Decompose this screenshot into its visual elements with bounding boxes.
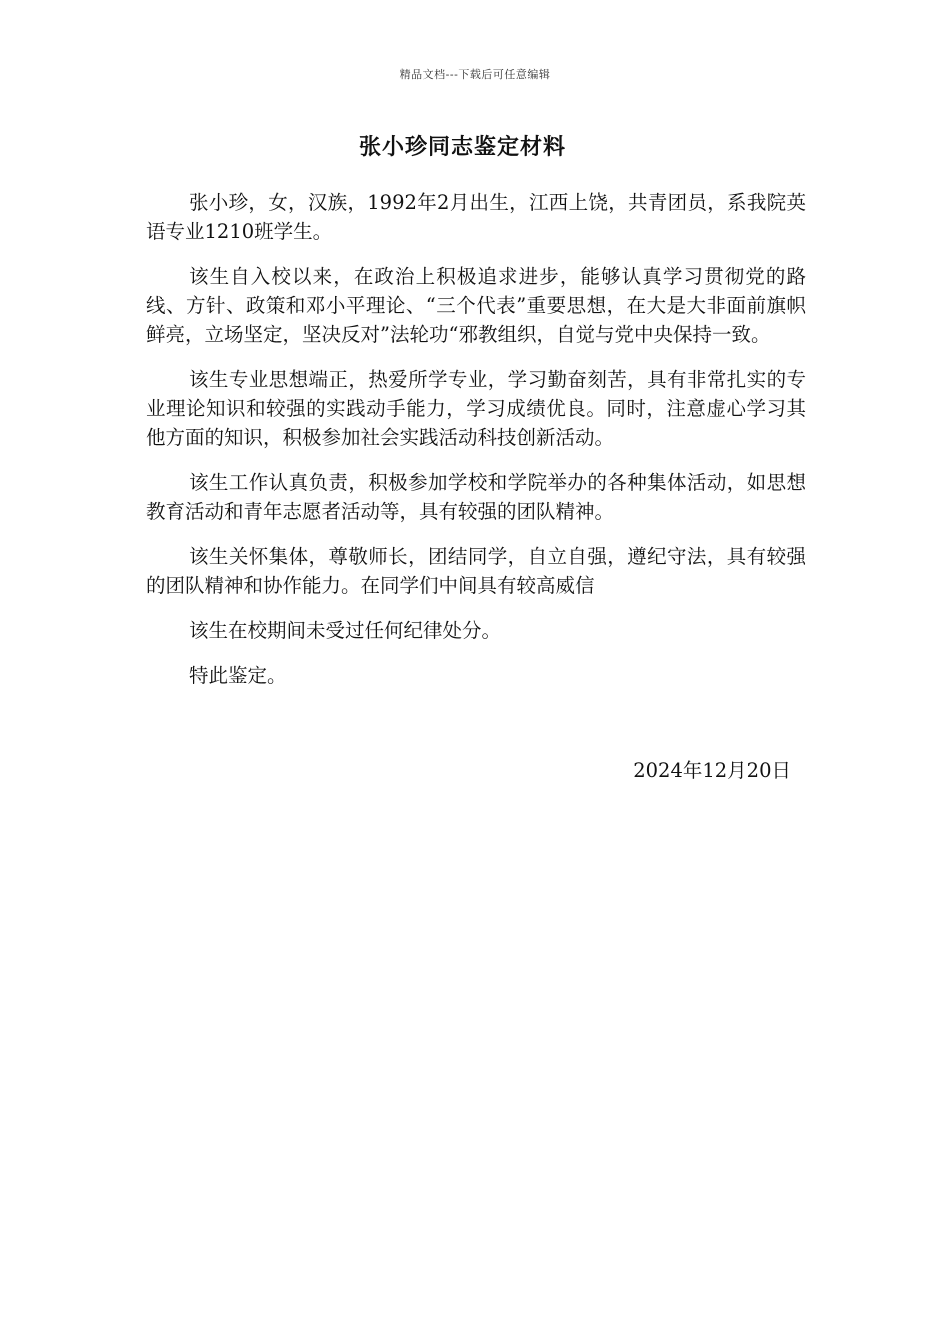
page-header-note: 精品文档---下载后可任意编辑 [399,68,551,81]
paragraph-work: 该生工作认真负责，积极参加学校和学院举办的各种集体活动，如思想教育活动和青年志愿者活动等，具有较强的团队精神。 [146,471,806,523]
paragraph-study: 该生专业思想端正，热爱所学专业，学习勤奋刻苦，具有非常扎实的专业理论知识和较强的实践动手能力，学习成绩优良。同时，注意虚心学习其他方面的知识，积极参加社会实践活动科技创新活动。 [146,368,806,449]
document-date: 2024年12月20日 [633,759,791,782]
paragraph-character: 该生关怀集体，尊敬师长，团结同学，自立自强，遵纪守法，具有较强的团队精神和协作能力。在同学们中间具有较高威信 [146,545,806,597]
paragraph-discipline: 该生在校期间未受过任何纪律处分。 [189,619,502,642]
paragraph-closing: 特此鉴定。 [189,664,287,687]
document-title: 张小珍同志鉴定材料 [358,134,566,160]
document-body [146,188,806,706]
paragraph-basic-info: 张小珍，女，汉族，1992年2月出生，江西上饶，共青团员，系我院英语专业1210班学生。 [146,191,806,243]
paragraph-political: 该生自入校以来，在政治上积极追求进步，能够认真学习贯彻党的路线、方针、政策和邓小平理论、“三个代表”重要思想，在大是大非面前旗帜鲜亮，立场坚定，坚决反对”法轮功“邪教组织，自觉与党中央保持一致。 [146,265,806,346]
